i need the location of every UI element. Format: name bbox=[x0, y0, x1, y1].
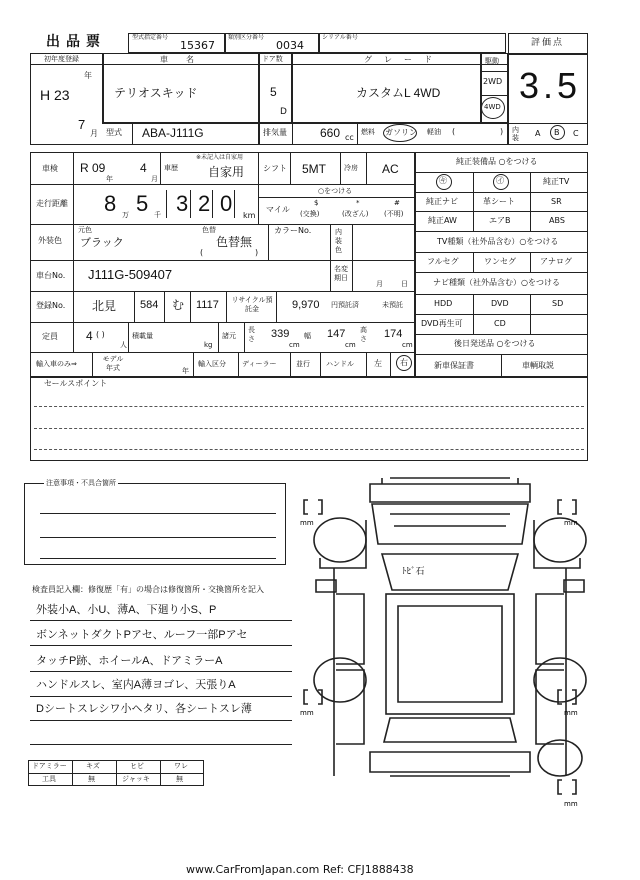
vin-value: J111G-509407 bbox=[88, 267, 173, 282]
color-value: ブラック bbox=[80, 237, 124, 249]
navi-hdd: HDD bbox=[434, 299, 453, 308]
odometer-digit: 3 bbox=[176, 191, 189, 216]
odometer-digit: 8 bbox=[104, 191, 117, 216]
odometer-unknown-a: # bbox=[394, 199, 400, 207]
navi-dvd-play: DVD再生可 bbox=[421, 319, 463, 328]
capacity-unit: 人 bbox=[120, 341, 127, 349]
handle-label: ハンドル bbox=[326, 360, 354, 368]
shaken-era: R 09 bbox=[80, 161, 106, 175]
shift-label: シフト bbox=[263, 164, 287, 173]
import-type-label: 輸入区分 bbox=[198, 360, 226, 368]
note-line-5: Dシートスレシワ小ヘタリ、各シートスレ薄 bbox=[36, 703, 252, 715]
recycle-unit: 円預託済 bbox=[331, 301, 359, 309]
wheel-front-left bbox=[314, 518, 366, 562]
equip-sr: SR bbox=[551, 197, 562, 206]
wheel-front-right bbox=[534, 518, 586, 562]
reg-area: 北見 bbox=[92, 299, 117, 313]
notes-label: 注意事項・不具合箇所 bbox=[46, 479, 116, 487]
car-name-label: 車名 bbox=[160, 55, 212, 64]
body-sides bbox=[334, 568, 566, 776]
sales-point-label: セールスポイント bbox=[44, 379, 108, 388]
note-line-2: ボンネットダクトPアセ、ルーフ一部Pアセ bbox=[36, 629, 248, 641]
first-reg-label: 初年度登録 bbox=[44, 55, 79, 63]
tv-oneseg: ワンセグ bbox=[484, 257, 516, 266]
mm-fr: mm bbox=[564, 519, 578, 527]
sheet-title: 出品票 bbox=[46, 34, 106, 50]
displacement-unit: cc bbox=[345, 133, 354, 142]
legend-v-tool: 工具 bbox=[42, 775, 56, 783]
import-label: 輸入車のみ⇒ bbox=[36, 360, 77, 368]
usage-value: 自家用 bbox=[208, 165, 245, 179]
door-type: D bbox=[280, 107, 287, 117]
odometer-label: 走行距離 bbox=[36, 199, 68, 208]
footer-ref: www.CarFromJapan.com Ref: CFJ1888438 bbox=[186, 863, 414, 876]
mm-rr: mm bbox=[564, 709, 578, 717]
doors-left bbox=[336, 594, 364, 744]
fuel-label: 燃料 bbox=[361, 128, 375, 136]
equip-abs: ABS bbox=[549, 216, 565, 225]
odometer-exchange-b: (交換) bbox=[300, 210, 320, 218]
rating-label: 評価点 bbox=[531, 38, 565, 48]
serial-label: シリアル番号 bbox=[322, 34, 358, 41]
color-change-value: 色替無 bbox=[216, 235, 253, 249]
capacity-value: 4 bbox=[86, 329, 93, 343]
door-count: 5 bbox=[270, 85, 277, 99]
capacity-paren: ( ) bbox=[96, 330, 105, 339]
vin-label: 車台No. bbox=[36, 271, 66, 280]
usage-note: ※未記入は自家用 bbox=[196, 154, 244, 161]
notes-box bbox=[24, 483, 286, 565]
odometer-tamper-b: (改ざん) bbox=[342, 210, 369, 218]
equip-keyless: ㋖ bbox=[439, 176, 447, 185]
color-paren-open: ( bbox=[200, 248, 204, 257]
class-no-label: 類別区分番号 bbox=[228, 34, 265, 41]
width-unit: cm bbox=[345, 341, 356, 349]
interior-c: C bbox=[573, 129, 579, 138]
legend-v-jack: ジャッキ bbox=[122, 775, 150, 783]
grade-value: カスタムL 4WD bbox=[356, 86, 441, 100]
name-change-month: 月 bbox=[376, 280, 383, 288]
odometer-unknown-b: (不明) bbox=[384, 210, 404, 218]
equip-leather: 革シート bbox=[483, 197, 515, 206]
doors-right bbox=[536, 594, 564, 744]
height-value: 174 bbox=[384, 328, 403, 340]
door-label: ドア数 bbox=[262, 55, 283, 63]
width-value: 147 bbox=[327, 328, 346, 340]
equip-immobilizer: ㋑ bbox=[496, 176, 504, 185]
import-parallel: 並行 bbox=[296, 360, 310, 368]
odometer-tamper-a: * bbox=[356, 199, 360, 207]
first-reg-month-unit: 月 bbox=[90, 129, 98, 138]
hood bbox=[372, 504, 528, 544]
width-label: 幅 bbox=[304, 332, 311, 340]
tv-title: TV種類（社外品含む）○をつける bbox=[437, 237, 559, 246]
odometer-mile: マイル bbox=[266, 205, 290, 214]
inspector-label: 検査員記入欄：修復歴「有」の場合は修復箇所・交換箇所を記入 bbox=[32, 585, 264, 594]
rear-bumper bbox=[370, 752, 530, 772]
navi-title: ナビ種類（社外品含む）○をつける bbox=[433, 278, 560, 287]
odometer-circle-note: ○をつける bbox=[318, 187, 353, 195]
mm-fl: mm bbox=[300, 519, 314, 527]
tire-bracket-spare bbox=[558, 780, 576, 794]
legend-h-broken: ワレ bbox=[174, 762, 188, 770]
mirror-right bbox=[564, 580, 584, 592]
drive-2wd: 2WD bbox=[483, 77, 503, 86]
class-no-value: 0034 bbox=[276, 39, 304, 52]
car-diagram bbox=[290, 470, 610, 820]
rating-value: 3.5 bbox=[519, 65, 582, 106]
model-year-unit: 年 bbox=[182, 367, 189, 375]
mm-spare: mm bbox=[564, 800, 578, 808]
mm-rl: mm bbox=[300, 709, 314, 717]
model-value: ABA-J111G bbox=[142, 126, 204, 140]
model-no-value: 15367 bbox=[180, 39, 215, 52]
navi-dvd: DVD bbox=[491, 299, 509, 308]
fender-front-right bbox=[534, 520, 580, 568]
reg-class: 584 bbox=[140, 299, 159, 311]
displacement-label: 排気量 bbox=[263, 128, 287, 137]
color-change-label: 色替 bbox=[202, 226, 216, 234]
drive-label: 駆動 bbox=[485, 57, 499, 65]
tv-analog: アナログ bbox=[540, 257, 572, 266]
ac-value: AC bbox=[382, 162, 399, 176]
odometer-sen: 千 bbox=[154, 211, 161, 219]
shaken-month-unit: 月 bbox=[151, 175, 158, 183]
windshield-note: ﾄﾋﾞ石 bbox=[402, 567, 425, 577]
reg-number: 1117 bbox=[196, 299, 219, 311]
interior-a: A bbox=[535, 129, 541, 138]
color-label: 外装色 bbox=[38, 236, 62, 245]
recycle-unpaid: 未預託 bbox=[382, 301, 403, 309]
odometer-digit: 0 bbox=[220, 191, 233, 216]
recycle-value: 9,970 bbox=[292, 299, 320, 311]
spare-tire bbox=[538, 740, 582, 776]
equip-airbag: エアB bbox=[489, 216, 511, 225]
rear-window bbox=[384, 718, 516, 742]
note-line-1: 外装小A、小U、薄A、下廻り小S、P bbox=[36, 604, 217, 616]
tire-bracket-rl bbox=[304, 690, 322, 704]
equip-aw: 純正AW bbox=[428, 216, 457, 225]
interior-color-label: 内装色 bbox=[335, 228, 342, 254]
navi-cd: CD bbox=[494, 319, 506, 328]
shaken-year-unit: 年 bbox=[106, 175, 113, 183]
navi-sd: SD bbox=[552, 299, 564, 308]
length-unit: cm bbox=[289, 341, 300, 349]
equip-navi: 純正ナビ bbox=[426, 197, 458, 206]
import-dealer: ディーラー bbox=[242, 360, 277, 368]
spec-table bbox=[30, 152, 415, 377]
fender-front-left bbox=[320, 520, 366, 568]
height-unit: cm bbox=[402, 341, 413, 349]
note-line-3: タッチP跡、ホイールA、ドアミラーA bbox=[36, 655, 223, 667]
legend-h-mirror: ドアミラー bbox=[32, 762, 67, 770]
equipment-title: 純正装備品 ○をつける bbox=[456, 157, 538, 166]
legend-v-scratch: 無 bbox=[88, 775, 95, 783]
length-label: 長さ bbox=[248, 326, 255, 343]
odometer-unit: km bbox=[243, 211, 256, 220]
diesel-label: 軽油 bbox=[427, 128, 441, 136]
orig-color-label: 元色 bbox=[78, 226, 92, 234]
ac-label: 冷房 bbox=[344, 164, 358, 172]
fuel-value: ガソリン bbox=[385, 128, 417, 137]
front-bumper bbox=[370, 484, 530, 502]
odometer-man: 万 bbox=[122, 211, 129, 219]
model-no-label: 型式指定番号 bbox=[132, 34, 169, 41]
roof bbox=[386, 594, 514, 714]
equip-tv: 純正TV bbox=[543, 177, 570, 186]
reg-label: 登録No. bbox=[36, 301, 66, 310]
tire-bracket-fl bbox=[304, 500, 322, 514]
capacity-label: 定員 bbox=[42, 332, 58, 341]
diesel-paren-close: ) bbox=[500, 127, 504, 136]
displacement-value: 660 bbox=[320, 126, 341, 140]
name-change-day: 日 bbox=[401, 280, 408, 288]
reg-kana: む bbox=[172, 298, 185, 312]
later-warranty: 新車保証書 bbox=[434, 361, 474, 370]
load-label: 積載量 bbox=[132, 332, 153, 340]
drive-4wd: 4WD bbox=[484, 103, 501, 111]
tire-bracket-fr bbox=[558, 500, 576, 514]
grade-label: グレード bbox=[364, 55, 444, 64]
shift-value: 5MT bbox=[302, 162, 326, 176]
shaken-label: 車検 bbox=[42, 164, 58, 173]
height-label: 高さ bbox=[360, 326, 367, 343]
odometer-exchange-a: $ bbox=[314, 199, 319, 207]
name-change-label: 名変期日 bbox=[334, 265, 348, 282]
model-year-label: モデル年式 bbox=[102, 355, 124, 372]
odometer-digit: 2 bbox=[198, 191, 211, 216]
legend-h-crack: ヒビ bbox=[130, 762, 144, 770]
load-unit: kg bbox=[204, 341, 213, 349]
handle-right: 右 bbox=[400, 358, 408, 367]
tv-fullseg: フルセグ bbox=[427, 257, 459, 266]
later-manual: 車輌取説 bbox=[522, 361, 554, 370]
usage-label: 車歴 bbox=[164, 164, 178, 172]
interior-b: B bbox=[554, 128, 560, 137]
later-title: 後日発送品 ○をつける bbox=[454, 339, 536, 348]
car-name-value: テリオスキッド bbox=[114, 86, 198, 100]
odometer-digit: 5 bbox=[136, 191, 149, 216]
first-reg-month: 7 bbox=[78, 117, 86, 132]
handle-left: 左 bbox=[374, 359, 382, 368]
mirror-left bbox=[316, 580, 336, 592]
recycle-label: リサイクル預託金 bbox=[231, 296, 273, 313]
diesel-paren-open: ( bbox=[452, 127, 456, 136]
model-label: 型式 bbox=[106, 128, 122, 137]
color-paren-close: ) bbox=[255, 248, 259, 257]
interior-label: 内装 bbox=[512, 126, 519, 142]
legend-v-broken: 無 bbox=[176, 775, 183, 783]
note-line-4: ハンドルスレ、室内A薄ヨゴレ、天張りA bbox=[36, 679, 236, 691]
shaken-month: 4 bbox=[140, 161, 147, 175]
legend-h-scratch: キズ bbox=[86, 762, 100, 770]
first-reg-year-unit: 年 bbox=[84, 71, 92, 80]
length-value: 339 bbox=[271, 328, 290, 340]
dimensions-label: 諸元 bbox=[222, 332, 236, 340]
color-code-label: カラーNo. bbox=[274, 226, 312, 235]
first-reg-era-year: H 23 bbox=[40, 87, 70, 103]
